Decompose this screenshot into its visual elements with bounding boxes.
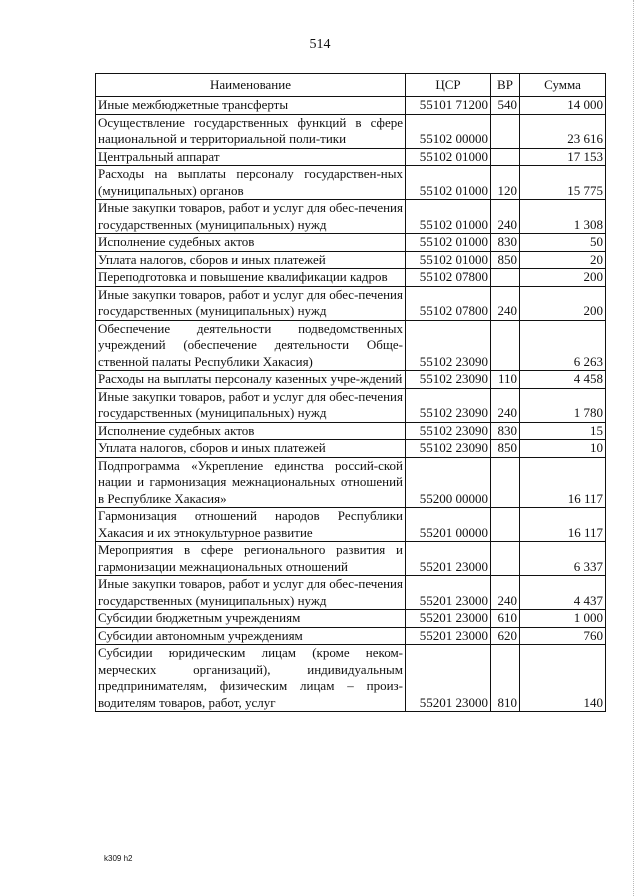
row-sum-cell: 200 (520, 269, 606, 287)
row-csr-cell: 55102 23090 (406, 371, 491, 389)
row-sum-cell: 50 (520, 234, 606, 252)
table-row (96, 542, 606, 576)
row-csr-cell: 55201 23000 (406, 576, 491, 610)
table-row (96, 645, 606, 712)
row-name-cell: Уплата налогов, сборов и иных платежей (96, 440, 406, 458)
table-row (96, 457, 606, 508)
row-sum-cell: 1 000 (520, 610, 606, 628)
row-sum-cell: 4 458 (520, 371, 606, 389)
row-vr-cell (491, 457, 520, 508)
row-name-cell: Подпрограмма «Укрепление единства россий-ской нации и гармонизация межнациональных отношений в Республике Хакасия» (96, 457, 406, 508)
table-header-row (96, 74, 606, 97)
row-csr-cell: 55102 01000 (406, 200, 491, 234)
row-csr-cell: 55102 01000 (406, 234, 491, 252)
row-vr-cell (491, 148, 520, 166)
row-name-cell: Субсидии юридическим лицам (кроме неком-мерческих организаций), индивидуальным предпринимателям, физическим лицам – произ-водителям товаров, работ, услуг (96, 645, 406, 712)
table-row (96, 627, 606, 645)
row-csr-cell: 55102 01000 (406, 166, 491, 200)
row-vr-cell (491, 114, 520, 148)
row-name-cell: Расходы на выплаты персоналу казенных учре-ждений (96, 371, 406, 389)
table-body (96, 97, 606, 712)
row-vr-cell: 620 (491, 627, 520, 645)
footer-code: k309 h2 (104, 854, 133, 863)
row-sum-cell: 23 616 (520, 114, 606, 148)
row-vr-cell (491, 508, 520, 542)
row-name-cell: Расходы на выплаты персоналу государствен-ных (муниципальных) органов (96, 166, 406, 200)
row-vr-cell (491, 269, 520, 287)
budget-table (95, 73, 606, 712)
table-row (96, 508, 606, 542)
row-csr-cell: 55102 23090 (406, 388, 491, 422)
page-number: 514 (309, 37, 331, 52)
row-csr-cell: 55102 01000 (406, 251, 491, 269)
row-csr-cell: 55102 01000 (406, 148, 491, 166)
table-row (96, 234, 606, 252)
row-sum-cell: 15 775 (520, 166, 606, 200)
row-csr-cell: 55201 23000 (406, 610, 491, 628)
table-row (96, 148, 606, 166)
table-row (96, 269, 606, 287)
table-row (96, 422, 606, 440)
row-name-cell: Субсидии автономным учреждениям (96, 627, 406, 645)
table-row (96, 320, 606, 371)
row-csr-cell: 55201 00000 (406, 508, 491, 542)
header-sum: Сумма (520, 74, 606, 97)
row-name-cell: Иные закупки товаров, работ и услуг для обес-печения государственных (муниципальных) нужд (96, 286, 406, 320)
table-row (96, 200, 606, 234)
row-csr-cell: 55201 23000 (406, 627, 491, 645)
row-sum-cell: 14 000 (520, 97, 606, 115)
row-name-cell: Иные закупки товаров, работ и услуг для обес-печения государственных (муниципальных) нужд (96, 576, 406, 610)
row-sum-cell: 1 780 (520, 388, 606, 422)
row-vr-cell: 240 (491, 286, 520, 320)
row-vr-cell: 240 (491, 576, 520, 610)
row-name-cell: Уплата налогов, сборов и иных платежей (96, 251, 406, 269)
row-csr-cell: 55102 07800 (406, 269, 491, 287)
row-vr-cell: 540 (491, 97, 520, 115)
row-vr-cell: 830 (491, 234, 520, 252)
table-row (96, 610, 606, 628)
row-vr-cell: 610 (491, 610, 520, 628)
row-vr-cell (491, 320, 520, 371)
row-csr-cell: 55101 71200 (406, 97, 491, 115)
row-sum-cell: 4 437 (520, 576, 606, 610)
table-row (96, 286, 606, 320)
row-csr-cell: 55102 00000 (406, 114, 491, 148)
row-name-cell: Гармонизация отношений народов Республики Хакасия и их этнокультурное развитие (96, 508, 406, 542)
row-csr-cell: 55200 00000 (406, 457, 491, 508)
table-row (96, 97, 606, 115)
row-csr-cell: 55102 23090 (406, 440, 491, 458)
row-csr-cell: 55102 23090 (406, 422, 491, 440)
table-row (96, 576, 606, 610)
row-name-cell: Иные закупки товаров, работ и услуг для обес-печения государственных (муниципальных) нужд (96, 388, 406, 422)
row-vr-cell: 240 (491, 388, 520, 422)
page-edge-line (633, 0, 634, 896)
row-sum-cell: 20 (520, 251, 606, 269)
row-sum-cell: 200 (520, 286, 606, 320)
row-name-cell: Исполнение судебных актов (96, 234, 406, 252)
row-csr-cell: 55102 07800 (406, 286, 491, 320)
table-row (96, 371, 606, 389)
row-sum-cell: 17 153 (520, 148, 606, 166)
header-vr: ВР (491, 74, 520, 97)
row-sum-cell: 15 (520, 422, 606, 440)
row-vr-cell: 850 (491, 251, 520, 269)
row-sum-cell: 6 263 (520, 320, 606, 371)
table-row (96, 440, 606, 458)
row-name-cell: Обеспечение деятельности подведомственных учреждений (обеспечение деятельности Обще-ственной палаты Республики Хакасия) (96, 320, 406, 371)
row-sum-cell: 16 117 (520, 457, 606, 508)
row-sum-cell: 16 117 (520, 508, 606, 542)
row-vr-cell: 110 (491, 371, 520, 389)
row-vr-cell: 850 (491, 440, 520, 458)
row-vr-cell: 830 (491, 422, 520, 440)
row-csr-cell: 55201 23000 (406, 542, 491, 576)
header-csr: ЦСР (406, 74, 491, 97)
row-sum-cell: 760 (520, 627, 606, 645)
row-name-cell: Исполнение судебных актов (96, 422, 406, 440)
row-vr-cell: 120 (491, 166, 520, 200)
row-name-cell: Мероприятия в сфере регионального развития и гармонизации межнациональных отношений (96, 542, 406, 576)
table-row (96, 251, 606, 269)
row-name-cell: Субсидии бюджетным учреждениям (96, 610, 406, 628)
row-csr-cell: 55102 23090 (406, 320, 491, 371)
table-row (96, 166, 606, 200)
row-vr-cell: 240 (491, 200, 520, 234)
table-row (96, 114, 606, 148)
row-name-cell: Иные межбюджетные трансферты (96, 97, 406, 115)
row-vr-cell: 810 (491, 645, 520, 712)
row-sum-cell: 10 (520, 440, 606, 458)
header-name: Наименование (96, 74, 406, 97)
row-vr-cell (491, 542, 520, 576)
row-csr-cell: 55201 23000 (406, 645, 491, 712)
row-sum-cell: 1 308 (520, 200, 606, 234)
row-name-cell: Осуществление государственных функций в сфере национальной и территориальной поли-тики (96, 114, 406, 148)
table-row (96, 388, 606, 422)
row-sum-cell: 140 (520, 645, 606, 712)
row-name-cell: Центральный аппарат (96, 148, 406, 166)
row-name-cell: Иные закупки товаров, работ и услуг для обес-печения государственных (муниципальных) нужд (96, 200, 406, 234)
row-sum-cell: 6 337 (520, 542, 606, 576)
row-name-cell: Переподготовка и повышение квалификации кадров (96, 269, 406, 287)
